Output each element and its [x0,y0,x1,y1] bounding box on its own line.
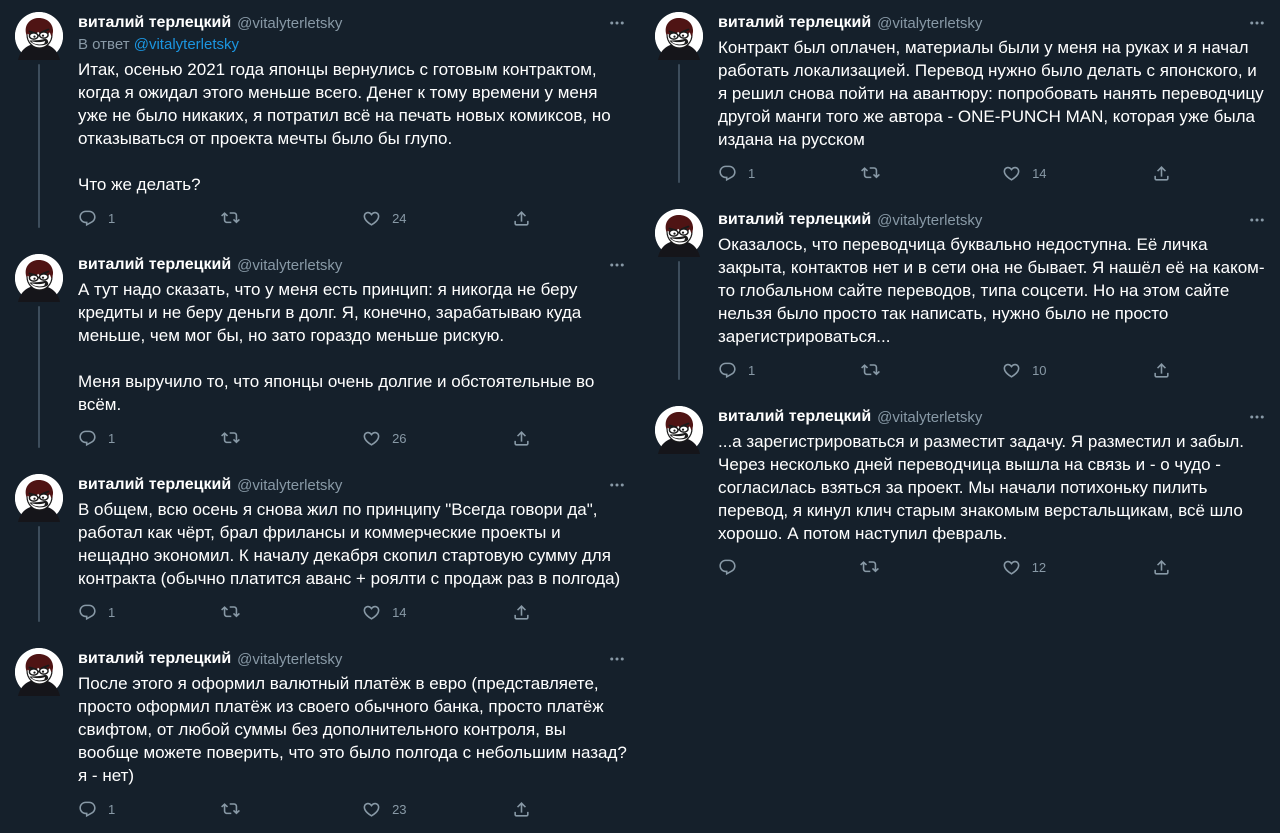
tweet-header [718,12,1268,34]
tweet-header [718,209,1268,231]
display-name[interactable]: виталий терлецкий [718,408,872,425]
share-icon [512,800,531,819]
reply-bubble-icon [78,209,97,228]
display-name[interactable]: виталий терлецкий [78,256,232,273]
tweet[interactable] [15,462,628,636]
display-name[interactable]: виталий терлецкий [78,476,232,493]
tweet-text-paragraph: А тут надо сказать, что у меня есть принцип: я никогда не беру кредиты и не беру деньги в долг. Я, конечно, зарабатываю куда меньше, чем мог бы, но зато гораздо меньше рискую. [78,280,582,345]
tweet-action-bar [718,558,1188,577]
retweet-icon [221,209,240,228]
retweet-button[interactable] [861,361,897,380]
profile-avatar[interactable] [655,209,703,257]
share-button[interactable] [1152,361,1188,380]
more-ellipsis-icon [1248,408,1266,426]
user-handle[interactable]: @vitalyterletsky [237,650,343,668]
tweet-text [78,58,628,196]
reply-bubble-icon [718,164,737,183]
like-count: 12 [1031,560,1047,575]
tweet[interactable] [655,0,1268,197]
more-ellipsis-icon [608,14,626,32]
thread-column-right [640,0,1280,833]
tweet-content [718,209,1268,380]
reply-context-handle-link[interactable]: @vitalyterletsky [133,36,239,53]
like-count: 26 [392,431,407,446]
like-button[interactable] [362,209,406,228]
share-icon [512,603,531,622]
retweet-button[interactable] [860,558,896,577]
heart-icon [362,800,381,819]
tweet-text-paragraph: Меня выручило то, что японцы очень долгие и обстоятельные во всём. [78,372,595,414]
retweet-button[interactable] [861,164,897,183]
reply-button[interactable] [718,361,755,380]
share-icon [1152,361,1171,380]
thread-connector-line [38,526,40,622]
tweet-text-paragraph: ...а зарегистрироваться и разместит задачу. Я разместил и забыл. Через несколько дней переводчица вышла на связь и - о чудо - согласилась взяться за проект. Мы начали потихоньку пилить перевод, я кинул клич старым знакомым верстальщикам, всё шло хорошо. А потом наступил февраль. [718,432,1245,543]
tweet-text [718,233,1268,348]
more-ellipsis-icon [1248,211,1266,229]
share-icon [1152,164,1171,183]
tweet-text-paragraph: Итак, осенью 2021 года японцы вернулись с готовым контрактом, когда я ожидал этого меньше всего. Денег к тому времени у меня уже не было никаких, я потратил всё на печать новых комиксов, но отказываться от проекта мечты было бы глупо. [78,60,611,148]
display-name[interactable]: виталий терлецкий [78,14,232,31]
like-button[interactable] [362,603,406,622]
more-ellipsis-icon [608,476,626,494]
tweet-action-bar [78,429,548,448]
more-ellipsis-icon [1248,14,1266,32]
tweet-text-paragraph: Контракт был оплачен, материалы были у меня на руках и я начал работать локализацией. Перевод нужно было делать с японского, и я решил снова пойти на авантюру: попробовать нанять переводчицу другой манги того же автора - ONE-PUNCH MAN, которая уже была издана на русском [718,38,1264,149]
user-handle[interactable]: @vitalyterletsky [237,14,343,32]
tweet-header [78,474,628,496]
avatar-cartoon-face-icon [655,209,703,257]
tweet-action-bar [718,361,1188,380]
profile-avatar[interactable] [15,254,63,302]
more-button[interactable] [1246,12,1268,34]
thread-connector-line [38,64,40,228]
reply-bubble-icon [718,558,737,577]
tweet[interactable] [15,242,628,462]
tweet[interactable] [15,0,628,242]
tweet-header [78,648,628,670]
like-count: 14 [1032,166,1047,181]
tweet-text [78,672,628,787]
avatar-cartoon-face-icon [655,406,703,454]
reply-button[interactable] [718,558,754,577]
heart-icon [362,429,381,448]
tweet-gutter [15,12,63,228]
tweet-content [718,12,1268,183]
tweet-text [718,430,1268,545]
avatar-cartoon-face-icon [15,648,63,696]
tweet-text [78,498,628,590]
reply-button[interactable] [78,209,115,228]
share-button[interactable] [512,603,548,622]
like-button[interactable] [1002,361,1046,380]
tweet-gutter [655,209,703,380]
profile-avatar[interactable] [15,648,63,696]
tweet-content [78,648,628,819]
like-count: 14 [392,605,407,620]
profile-avatar[interactable] [15,12,63,60]
retweet-button[interactable] [221,209,257,228]
reply-count: 1 [108,211,116,226]
tweet-header [718,406,1268,428]
like-button[interactable] [1002,558,1046,577]
share-icon [1152,558,1171,577]
tweet-action-bar [78,603,548,622]
user-handle[interactable]: @vitalyterletsky [237,476,343,494]
reply-bubble-icon [718,361,737,380]
like-button[interactable] [362,800,406,819]
tweet-gutter [655,12,703,183]
retweet-button[interactable] [221,603,257,622]
reply-context-prefix: В ответ [78,36,130,53]
tweet-text-paragraph: В общем, всю осень я снова жил по принципу "Всегда говори да", работал как чёрт, брал фрилансы и коммерческие проекты и нещадно экономил. К началу декабря скопил стартовую сумму для контракта (обычно платится аванс + роялти с продаж раз в полгода) [78,500,621,588]
user-handle[interactable]: @vitalyterletsky [877,408,983,426]
tweet-text-paragraph: Оказалось, что переводчица буквально недоступна. Её личка закрыта, контактов нет и в сети она не бывает. Я нашёл её на каком-то глобальном сайте переводов, типа соцсети. Но на этом сайте нельзя было просто так написать, нужно было не просто зарегистрироваться... [718,235,1265,346]
tweet-action-bar [718,164,1188,183]
tweet-gutter [15,648,63,819]
avatar-cartoon-face-icon [15,474,63,522]
more-button[interactable] [606,254,628,276]
reply-button[interactable] [78,603,115,622]
reply-count: 1 [108,802,116,817]
share-icon [512,429,531,448]
retweet-icon [861,361,880,380]
user-handle[interactable]: @vitalyterletsky [877,14,983,32]
like-count: 24 [392,211,407,226]
tweet-action-bar [78,209,548,228]
tweet-header [78,12,628,34]
reply-button[interactable] [78,429,115,448]
heart-icon [1002,164,1021,183]
thread-connector-line [678,261,680,380]
thread-connector-line [38,306,40,448]
tweet[interactable] [15,636,628,833]
tweet-content [78,12,628,228]
tweet-text [718,36,1268,151]
more-button[interactable] [1246,406,1268,428]
tweet-header [78,254,628,276]
profile-avatar[interactable] [655,12,703,60]
display-name[interactable]: виталий терлецкий [78,650,232,667]
display-name[interactable]: виталий терлецкий [718,211,872,228]
retweet-icon [861,164,880,183]
share-button[interactable] [1152,164,1188,183]
heart-icon [362,209,381,228]
tweet[interactable] [655,197,1268,394]
thread-connector-line [678,64,680,183]
display-name[interactable]: виталий терлецкий [718,14,872,31]
reply-count: 1 [748,166,756,181]
like-button[interactable] [1002,164,1046,183]
share-button[interactable] [512,209,548,228]
tweet-text-paragraph: Что же делать? [78,175,201,194]
tweet-text [78,278,628,416]
like-count: 23 [392,802,407,817]
heart-icon [1002,558,1021,577]
more-ellipsis-icon [608,256,626,274]
tweet-gutter [655,406,703,577]
retweet-icon [221,800,240,819]
more-button[interactable] [606,648,628,670]
reply-bubble-icon [78,603,97,622]
share-button[interactable] [512,429,548,448]
share-button[interactable] [512,800,548,819]
reply-bubble-icon [78,429,97,448]
retweet-button[interactable] [221,800,257,819]
retweet-button[interactable] [221,429,257,448]
share-icon [512,209,531,228]
profile-avatar[interactable] [15,474,63,522]
tweet-gutter [15,254,63,448]
tweet-gutter [15,474,63,622]
heart-icon [362,603,381,622]
reply-count: 1 [108,605,116,620]
tweet-content [78,474,628,622]
tweet-action-bar [78,800,548,819]
like-count: 10 [1032,363,1047,378]
reply-bubble-icon [78,800,97,819]
reply-button[interactable] [78,800,115,819]
tweet-content [78,254,628,448]
like-button[interactable] [362,429,406,448]
reply-count: 1 [108,431,116,446]
more-ellipsis-icon [608,650,626,668]
tweet[interactable] [655,394,1268,591]
retweet-icon [860,558,879,577]
tweet-content [718,406,1268,577]
share-button[interactable] [1152,558,1188,577]
user-handle[interactable]: @vitalyterletsky [877,211,983,229]
more-button[interactable] [1246,209,1268,231]
heart-icon [1002,361,1021,380]
avatar-cartoon-face-icon [15,254,63,302]
tweet-text-paragraph: После этого я оформил валютный платёж в евро (представляете, просто оформил платёж из своего обычного банка, просто платёж свифтом, от любой суммы без дополнительного контроля, вы вообще можете поверить, что это было полгода с небольшим назад? я - нет) [78,674,627,785]
reply-button[interactable] [718,164,755,183]
reply-count: 1 [748,363,756,378]
more-button[interactable] [606,474,628,496]
more-button[interactable] [606,12,628,34]
retweet-icon [221,603,240,622]
profile-avatar[interactable] [655,406,703,454]
retweet-icon [221,429,240,448]
avatar-cartoon-face-icon [655,12,703,60]
avatar-cartoon-face-icon [15,12,63,60]
user-handle[interactable]: @vitalyterletsky [237,256,343,274]
reply-context [78,34,628,56]
